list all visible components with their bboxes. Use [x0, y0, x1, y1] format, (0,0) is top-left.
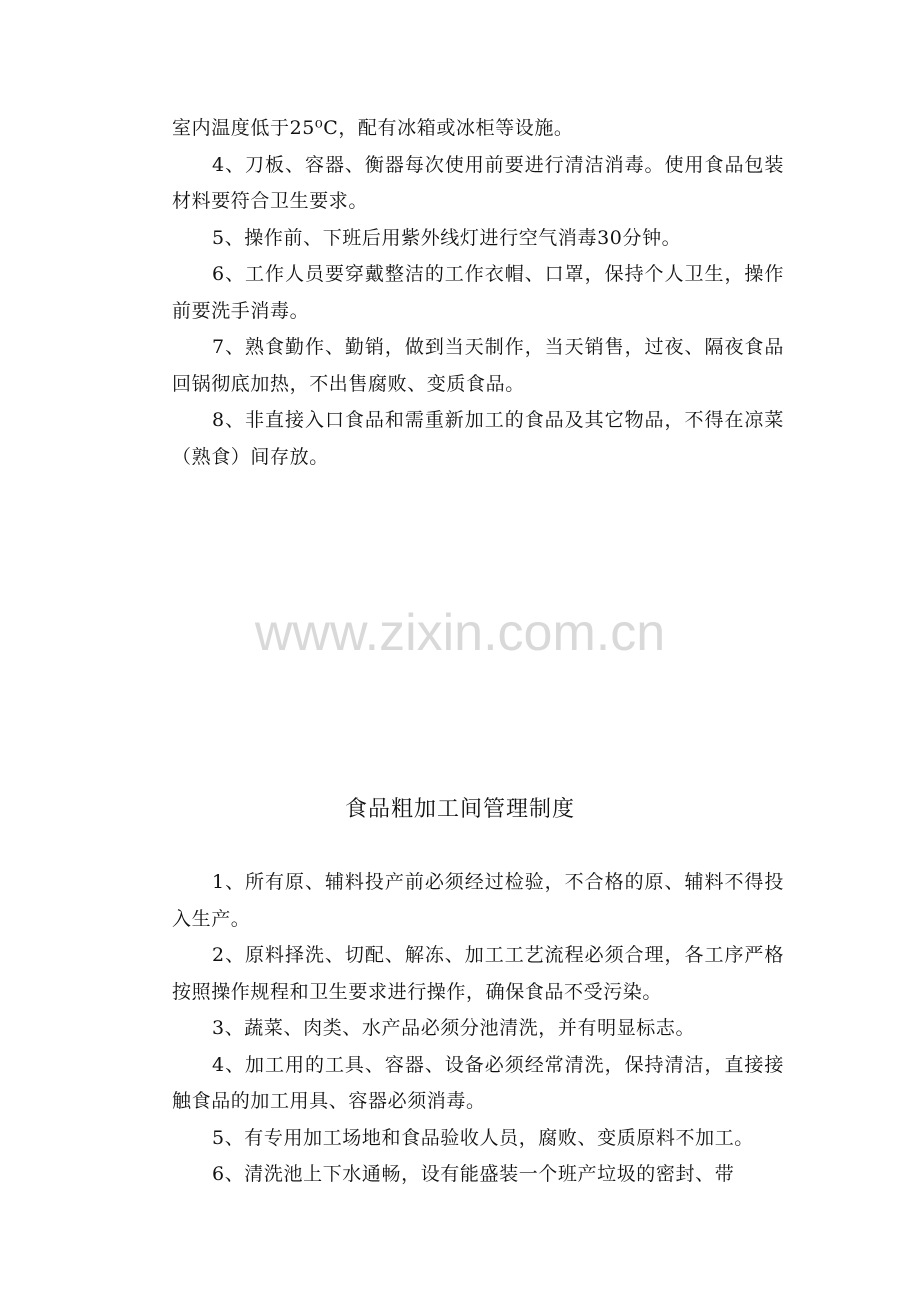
rule-item-6: 6、清洗池上下水通畅，设有能盛装一个班产垃圾的密封、带: [212, 1163, 735, 1185]
rule-item-5: 5、有专用加工场地和食品验收人员，腐败、变质原料不加工。: [212, 1126, 754, 1149]
rule-item-6: 6、工作人员要穿戴整洁的工作衣帽、口罩，保持个人卫生，操作前要洗手消毒。: [172, 263, 784, 322]
rule-item-2: 2、原料择洗、切配、解冻、加工工艺流程必须合理，各工序严格按照操作规程和卫生要求进行操作，确保食品不受污染。: [172, 944, 784, 1003]
rule-item-5: 5、操作前、下班后用紫外线灯进行空气消毒30分钟。: [212, 226, 682, 249]
paragraph-continuation: 室内温度低于25⁰C，配有冰箱或冰柜等设施。: [172, 117, 574, 139]
section-title: 食品粗加工间管理制度: [344, 797, 575, 822]
rules-list: [172, 864, 784, 1193]
rule-item-3: 3、蔬菜、肉类、水产品必须分池清洗，并有明显标志。: [212, 1017, 696, 1039]
rule-item-1: 1、所有原、辅料投产前必须经过检验，不合格的原、辅料不得投入生产。: [172, 871, 784, 930]
watermark: www.zixin.com.cn: [254, 604, 666, 662]
rule-item-4: 4、刀板、容器、衡器每次使用前要进行清洁消毒。使用食品包装材料要符合卫生要求。: [172, 153, 784, 212]
rule-item-8: 8、非直接入口食品和需重新加工的食品及其它物品，不得在凉菜（熟食）间存放。: [172, 409, 784, 468]
rule-item-7: 7、熟食勤作、勤销，做到当天制作，当天销售，过夜、隔夜食品回锅彻底加热，不出售腐败、变质食品。: [172, 336, 784, 395]
rule-item-4: 4、加工用的工具、容器、设备必须经常清洗，保持清洁，直接接触食品的加工用具、容器必须消毒。: [172, 1053, 784, 1112]
previous-section-continuation: [172, 110, 784, 475]
